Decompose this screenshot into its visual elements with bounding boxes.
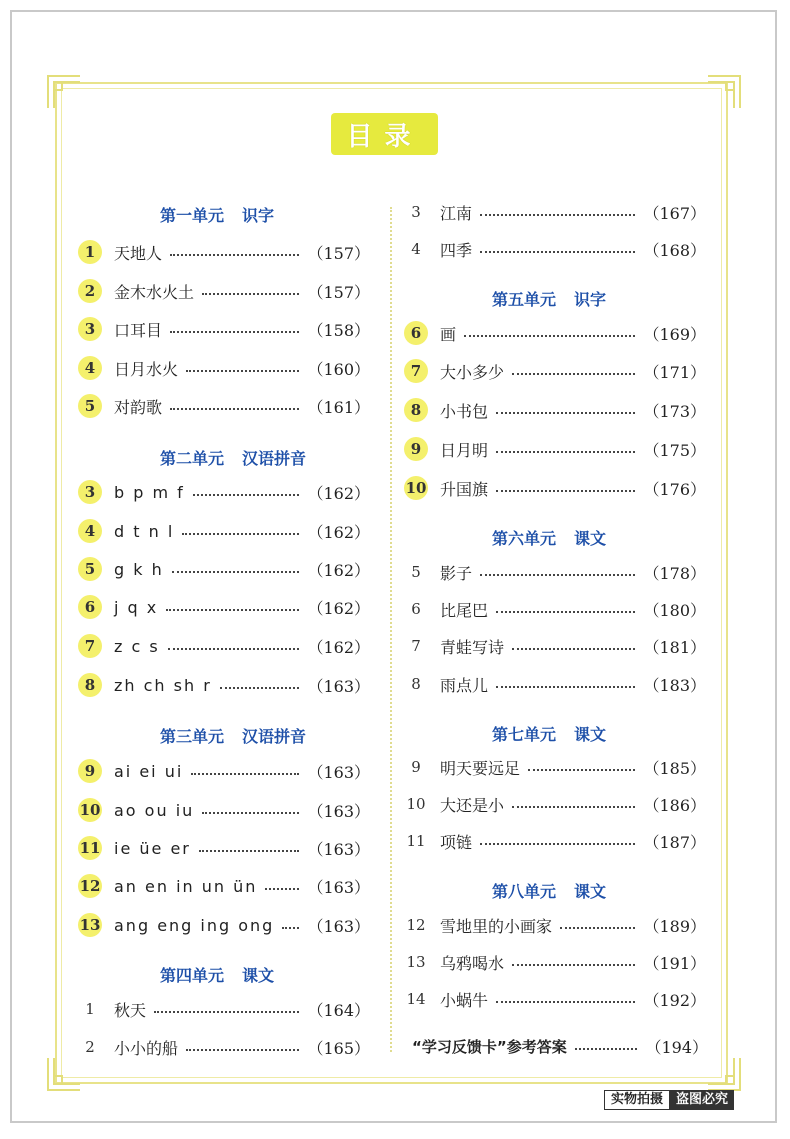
toc-entry[interactable] bbox=[404, 236, 706, 262]
lesson-number: 11 bbox=[406, 832, 426, 850]
page-number: （162） bbox=[307, 637, 370, 657]
lesson-number: 5 bbox=[411, 563, 421, 581]
page-number: （162） bbox=[307, 483, 370, 503]
page-number: （186） bbox=[643, 795, 706, 815]
unit-number: 第三单元 bbox=[160, 727, 225, 746]
lesson-number: 4 bbox=[78, 519, 102, 543]
page-number: （187） bbox=[643, 832, 706, 852]
unit-heading bbox=[160, 203, 274, 226]
lesson-number: 8 bbox=[404, 398, 428, 422]
leader-dots bbox=[496, 676, 635, 688]
leader-dots bbox=[191, 763, 299, 775]
corner-ornament-icon bbox=[706, 74, 742, 110]
unit-heading bbox=[492, 287, 606, 310]
unit-topic: 课文 bbox=[574, 725, 607, 744]
page-number: （163） bbox=[307, 801, 370, 821]
lesson-number: 7 bbox=[78, 634, 102, 658]
page-number: （171） bbox=[643, 362, 706, 382]
page-number: （176） bbox=[643, 479, 706, 499]
page-number: （168） bbox=[643, 240, 706, 260]
unit-heading bbox=[492, 879, 606, 902]
unit-topic: 课文 bbox=[242, 966, 275, 985]
lesson-number: 6 bbox=[78, 595, 102, 619]
lesson-title: 项链 bbox=[440, 832, 473, 852]
leader-dots bbox=[512, 796, 635, 808]
leader-dots bbox=[186, 1039, 299, 1051]
toc-entry[interactable] bbox=[78, 758, 370, 784]
page-number: （169） bbox=[643, 324, 706, 344]
lesson-number: 6 bbox=[404, 321, 428, 345]
page-number: （185） bbox=[643, 758, 706, 778]
page-number: （162） bbox=[307, 560, 370, 580]
toc-entry[interactable] bbox=[78, 996, 370, 1022]
toc-entry[interactable] bbox=[78, 1034, 370, 1060]
lesson-number: 12 bbox=[406, 916, 426, 934]
leader-dots bbox=[265, 878, 299, 890]
lesson-number: 14 bbox=[406, 990, 426, 1008]
unit-topic: 汉语拼音 bbox=[242, 727, 307, 746]
lesson-number: 9 bbox=[411, 758, 421, 776]
toc-entry[interactable] bbox=[404, 633, 706, 659]
lesson-number: 7 bbox=[411, 637, 421, 655]
leader-dots bbox=[496, 601, 635, 613]
leader-dots bbox=[170, 321, 299, 333]
lesson-title: g k h bbox=[114, 559, 164, 579]
page-number: （163） bbox=[307, 839, 370, 859]
lesson-title: 升国旗 bbox=[440, 479, 489, 499]
leader-dots bbox=[464, 325, 635, 337]
page-number: （164） bbox=[307, 1000, 370, 1020]
leader-dots bbox=[575, 1038, 638, 1050]
lesson-number: 11 bbox=[78, 836, 102, 860]
page-number: （180） bbox=[643, 600, 706, 620]
unit-topic: 汉语拼音 bbox=[242, 449, 307, 468]
lesson-number: 13 bbox=[406, 953, 426, 971]
page-number: （163） bbox=[307, 877, 370, 897]
lesson-title: 金木水火土 bbox=[114, 282, 195, 302]
lesson-title: 对韵歌 bbox=[114, 397, 163, 417]
lesson-title: 雪地里的小画家 bbox=[440, 916, 553, 936]
toc-entry[interactable] bbox=[404, 986, 706, 1012]
toc-entry[interactable] bbox=[404, 475, 706, 501]
lesson-title: 画 bbox=[440, 324, 457, 344]
toc-entry[interactable] bbox=[78, 278, 370, 304]
unit-number: 第五单元 bbox=[492, 290, 557, 309]
toc-entry[interactable] bbox=[404, 320, 706, 346]
leader-dots bbox=[480, 564, 635, 576]
leader-dots bbox=[168, 638, 300, 650]
leader-dots bbox=[528, 759, 635, 771]
toc-entry[interactable] bbox=[78, 479, 370, 505]
page-number: （173） bbox=[643, 401, 706, 421]
lesson-title: 小书包 bbox=[440, 401, 489, 421]
toc-entry[interactable] bbox=[404, 949, 706, 975]
lesson-number: 10 bbox=[404, 476, 428, 500]
unit-topic: 课文 bbox=[574, 882, 607, 901]
lesson-number: 3 bbox=[411, 203, 421, 221]
watermark-left: 实物拍摄 bbox=[604, 1090, 670, 1110]
lesson-title: 明天要远足 bbox=[440, 758, 521, 778]
lesson-title: j q x bbox=[114, 597, 159, 617]
lesson-number: 10 bbox=[78, 798, 102, 822]
leader-dots bbox=[166, 599, 299, 611]
toc-entry[interactable] bbox=[404, 358, 706, 384]
lesson-title: 秋天 bbox=[114, 1000, 147, 1020]
leader-dots bbox=[480, 241, 635, 253]
lesson-title: 天地人 bbox=[114, 243, 163, 263]
column-divider bbox=[390, 207, 392, 1052]
toc-entry[interactable] bbox=[78, 797, 370, 823]
toc-entry[interactable] bbox=[404, 754, 706, 780]
leader-dots bbox=[170, 398, 299, 410]
unit-number: 第七单元 bbox=[492, 725, 557, 744]
unit-topic: 识字 bbox=[574, 290, 607, 309]
page-number: （163） bbox=[307, 676, 370, 696]
leader-dots bbox=[202, 802, 299, 814]
lesson-title: 影子 bbox=[440, 563, 473, 583]
lesson-number: 3 bbox=[78, 480, 102, 504]
page-number: （189） bbox=[643, 916, 706, 936]
toc-entry[interactable] bbox=[78, 633, 370, 659]
leader-dots bbox=[154, 1001, 299, 1013]
answer-key-page: （194） bbox=[645, 1037, 708, 1057]
leader-dots bbox=[170, 244, 299, 256]
toc-entry[interactable] bbox=[404, 596, 706, 622]
page-number: （163） bbox=[307, 916, 370, 936]
lesson-title: 日月明 bbox=[440, 440, 489, 460]
toc-entry[interactable] bbox=[404, 828, 706, 854]
lesson-title: 口耳目 bbox=[114, 320, 163, 340]
lesson-number: 8 bbox=[411, 675, 421, 693]
leader-dots bbox=[512, 954, 635, 966]
leader-dots bbox=[512, 638, 635, 650]
toc-entry[interactable] bbox=[78, 355, 370, 381]
page-number: （192） bbox=[643, 990, 706, 1010]
lesson-title: 日月水火 bbox=[114, 359, 179, 379]
lesson-title: 雨点儿 bbox=[440, 675, 489, 695]
lesson-number: 10 bbox=[406, 795, 426, 813]
leader-dots bbox=[172, 561, 300, 573]
leader-dots bbox=[512, 363, 635, 375]
lesson-number: 8 bbox=[78, 673, 102, 697]
lesson-number: 9 bbox=[78, 759, 102, 783]
lesson-title: 小小的船 bbox=[114, 1038, 179, 1058]
toc-entry[interactable] bbox=[78, 912, 370, 938]
lesson-number: 13 bbox=[78, 913, 102, 937]
toc-entry[interactable] bbox=[78, 594, 370, 620]
toc-entry[interactable] bbox=[78, 672, 370, 698]
leader-dots bbox=[193, 484, 300, 496]
lesson-title: 青蛙写诗 bbox=[440, 637, 505, 657]
toc-entry[interactable] bbox=[404, 199, 706, 225]
lesson-number: 4 bbox=[411, 240, 421, 258]
answer-key-label: “学习反馈卡”参考答案 bbox=[412, 1037, 567, 1056]
leader-dots bbox=[496, 991, 635, 1003]
toc-entry[interactable] bbox=[78, 556, 370, 582]
leader-dots bbox=[496, 402, 635, 414]
unit-number: 第六单元 bbox=[492, 529, 557, 548]
lesson-title: 大小多少 bbox=[440, 362, 505, 382]
lesson-title: z c s bbox=[114, 636, 160, 656]
lesson-title: 江南 bbox=[440, 203, 473, 223]
page-number: （178） bbox=[643, 563, 706, 583]
lesson-title: d t n l bbox=[114, 521, 175, 541]
leader-dots bbox=[496, 441, 635, 453]
corner-ornament-icon bbox=[46, 1056, 82, 1092]
toc-entry[interactable] bbox=[78, 835, 370, 861]
lesson-title: ang eng ing ong bbox=[114, 915, 275, 935]
unit-heading bbox=[492, 526, 606, 549]
page-title: 目录 bbox=[331, 113, 438, 155]
toc-entry[interactable] bbox=[404, 436, 706, 462]
lesson-title: zh ch sh r bbox=[114, 675, 212, 695]
unit-heading bbox=[160, 724, 306, 747]
lesson-number: 4 bbox=[78, 356, 102, 380]
unit-number: 第二单元 bbox=[160, 449, 225, 468]
leader-dots bbox=[186, 360, 299, 372]
page-number: （183） bbox=[643, 675, 706, 695]
lesson-title: 大还是小 bbox=[440, 795, 505, 815]
page-number: （157） bbox=[307, 282, 370, 302]
lesson-title: ao ou iu bbox=[114, 800, 195, 820]
page-number: （162） bbox=[307, 522, 370, 542]
leader-dots bbox=[220, 677, 300, 689]
leader-dots bbox=[282, 917, 299, 929]
page-number: （157） bbox=[307, 243, 370, 263]
toc-entry[interactable] bbox=[78, 873, 370, 899]
unit-number: 第四单元 bbox=[160, 966, 225, 985]
lesson-number: 9 bbox=[404, 437, 428, 461]
toc-entry[interactable] bbox=[404, 397, 706, 423]
toc-entry[interactable] bbox=[404, 791, 706, 817]
leader-dots bbox=[496, 480, 635, 492]
page-number: （175） bbox=[643, 440, 706, 460]
unit-heading bbox=[160, 446, 306, 469]
toc-entry[interactable] bbox=[404, 912, 706, 938]
page-number: （167） bbox=[643, 203, 706, 223]
toc-entry[interactable] bbox=[404, 671, 706, 697]
page-number: （165） bbox=[307, 1038, 370, 1058]
toc-entry[interactable] bbox=[78, 239, 370, 265]
toc-entry[interactable] bbox=[78, 518, 370, 544]
leader-dots bbox=[199, 840, 300, 852]
lesson-title: 小蜗牛 bbox=[440, 990, 489, 1010]
lesson-number: 12 bbox=[78, 874, 102, 898]
page-number: （160） bbox=[307, 359, 370, 379]
lesson-number: 3 bbox=[78, 317, 102, 341]
page-number: （161） bbox=[307, 397, 370, 417]
leader-dots bbox=[202, 283, 299, 295]
page-number: （163） bbox=[307, 762, 370, 782]
watermark-stamp bbox=[604, 1090, 734, 1110]
leader-dots bbox=[560, 917, 635, 929]
lesson-title: 比尾巴 bbox=[440, 600, 489, 620]
unit-heading bbox=[160, 963, 274, 986]
lesson-title: ie üe er bbox=[114, 838, 191, 858]
leader-dots bbox=[182, 523, 299, 535]
lesson-title: an en in un ün bbox=[114, 876, 258, 896]
lesson-number: 7 bbox=[404, 359, 428, 383]
lesson-number: 5 bbox=[78, 557, 102, 581]
page-number: （162） bbox=[307, 598, 370, 618]
lesson-number: 6 bbox=[411, 600, 421, 618]
page-number: （158） bbox=[307, 320, 370, 340]
leader-dots bbox=[480, 204, 635, 216]
toc-entry[interactable] bbox=[78, 393, 370, 419]
corner-ornament-icon bbox=[706, 1056, 742, 1092]
lesson-title: 乌鸦喝水 bbox=[440, 953, 505, 973]
lesson-number: 1 bbox=[85, 1000, 95, 1018]
page-number: （191） bbox=[643, 953, 706, 973]
lesson-number: 1 bbox=[78, 240, 102, 264]
toc-entry[interactable] bbox=[78, 316, 370, 342]
page-number: （181） bbox=[643, 637, 706, 657]
unit-number: 第一单元 bbox=[160, 206, 225, 225]
answer-key-entry[interactable] bbox=[412, 1033, 708, 1059]
toc-entry[interactable] bbox=[404, 559, 706, 585]
unit-number: 第八单元 bbox=[492, 882, 557, 901]
corner-ornament-icon bbox=[46, 74, 82, 110]
lesson-title: ai ei ui bbox=[114, 761, 184, 781]
unit-heading bbox=[492, 722, 606, 745]
lesson-number: 2 bbox=[78, 279, 102, 303]
lesson-number: 2 bbox=[85, 1038, 95, 1056]
unit-topic: 课文 bbox=[574, 529, 607, 548]
unit-topic: 识字 bbox=[242, 206, 275, 225]
leader-dots bbox=[480, 833, 635, 845]
lesson-title: b p m f bbox=[114, 482, 185, 502]
lesson-title: 四季 bbox=[440, 240, 473, 260]
watermark-right: 盗图必究 bbox=[670, 1090, 734, 1110]
lesson-number: 5 bbox=[78, 394, 102, 418]
